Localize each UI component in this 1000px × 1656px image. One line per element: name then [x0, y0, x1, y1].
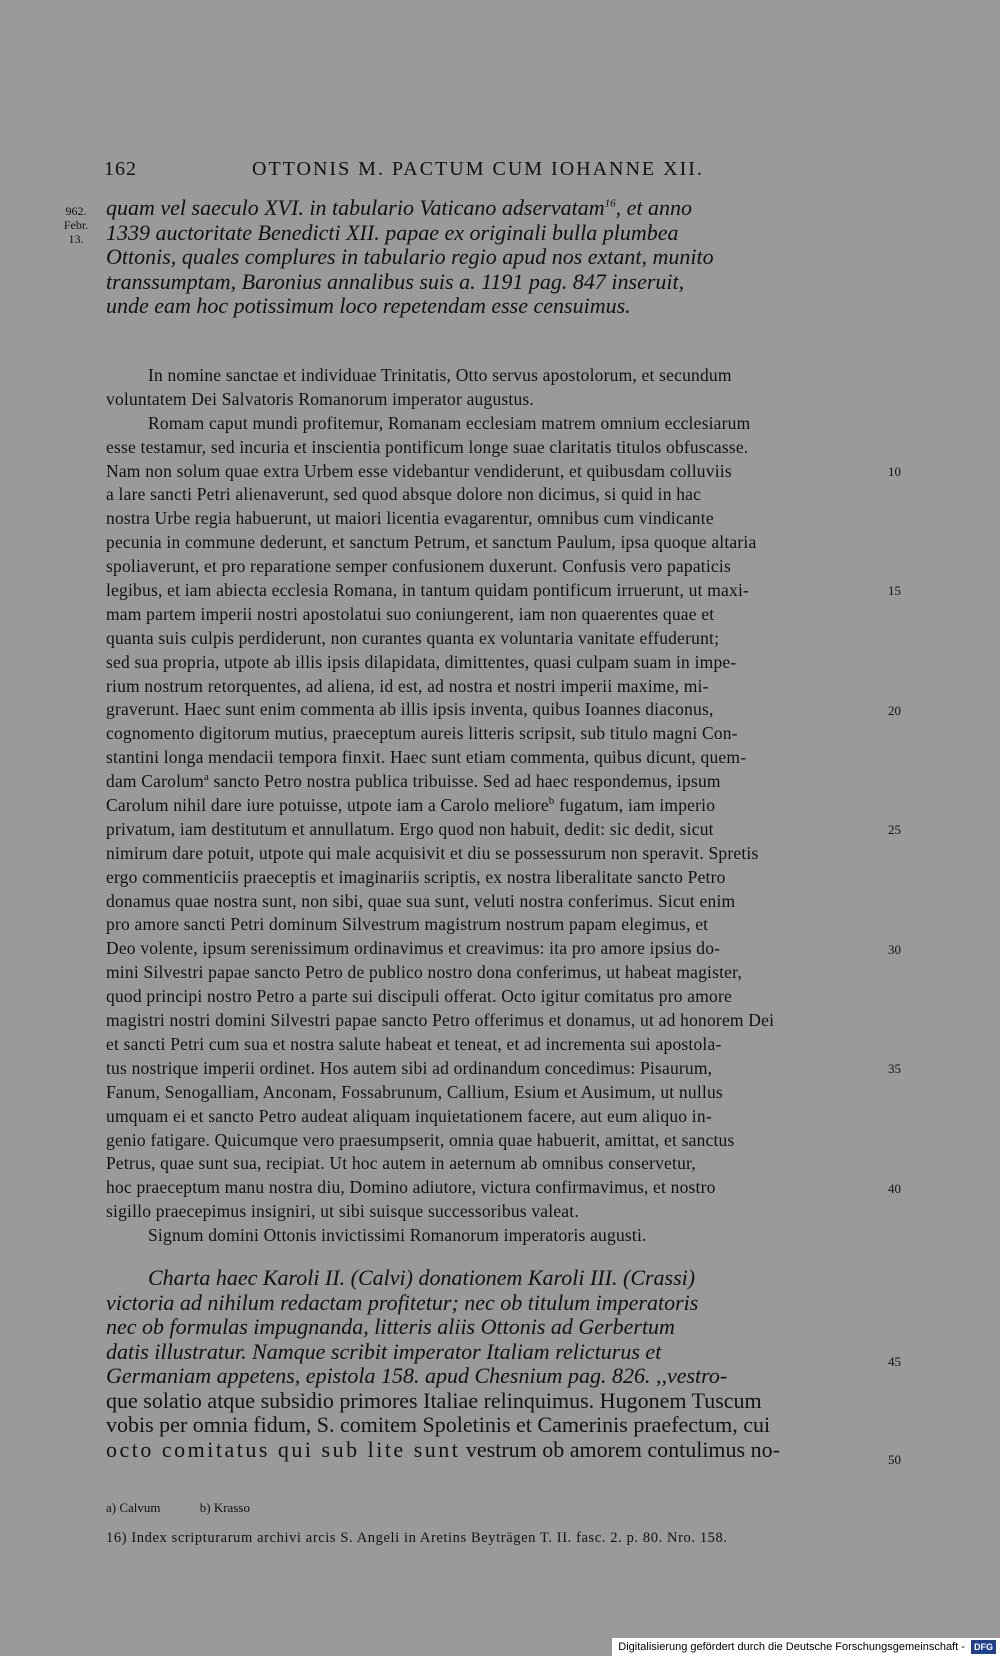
footnote-marker: 16: [604, 197, 616, 210]
line-number: 45: [888, 1354, 901, 1369]
intro-line: 1339 auctoritate Benedicti XII. papae ex originali bulla plumbea: [106, 219, 679, 245]
text-line: Nam non solum quae extra Urbem esse videbantur vendiderunt, et quibusdam colluviis: [106, 460, 732, 481]
text-line: sed sua propria, utpote ab illis ipsis dilapidata, dimittentes, quasi culpam suam in impe-: [106, 651, 737, 672]
text-line: rium nostrum retorquentes, ad aliena, id est, ad nostra et nostri imperii maxime, mi-: [106, 675, 709, 696]
text-line: nostra Urbe regia habuerunt, ut maiori licentia evagarentur, omnibus cum vindicante: [106, 508, 714, 529]
commentary-line: [106, 1438, 884, 1463]
commentary-line: Charta haec Karoli II. (Calvi) donationem Karoli III. (Crassi): [148, 1265, 696, 1290]
footnote-b: b) Krasso: [199, 1500, 250, 1515]
commentary-line: vobis per omnia fidum, S. comitem Spoletinis et Camerinis praefectum, cui: [106, 1412, 771, 1437]
intro-text: quam vel saeculo XVI. in tabulario Vaticano adservatam: [106, 195, 605, 220]
text-line: nimirum dare potuit, utpote qui male acquisivit et diu se possessurum non speravit. Spretis: [106, 842, 759, 863]
text-line: genio fatigare. Quicumque vero praesumpserit, omnia quae habuerit, amittat, et sanctus: [106, 1129, 735, 1150]
intro-line: transsumptam, Baronius annalibus suis a. 1191 pag. 847 inseruit,: [106, 268, 685, 294]
text-line: magistri nostri domini Silvestri papae sancto Petro offerimus et donamus, ut ad honorem Dei: [106, 1010, 775, 1031]
text-line: a lare sancti Petri alienaverunt, sed quod absque dolore non dicimus, si quid in hac: [106, 484, 702, 505]
intro-paragraph: [106, 196, 884, 319]
text-line: Petrus, quae sunt sua, recipiat. Ut hoc autem in aeternum ab omnibus conservetur,: [106, 1153, 696, 1174]
text-line: umquam ei et sancto Petro audeat aliquam inquietationem facere, aut eum aliquo in-: [106, 1105, 712, 1126]
date-margin-note: [56, 204, 96, 246]
commentary-line: que solatio atque subsidio primores Italiae relinquimus. Hugonem Tuscum: [106, 1387, 762, 1413]
line-number: 25: [888, 822, 901, 838]
line-number: 20: [888, 702, 901, 718]
text-line: dam Carolum$^a$ sancto Petro nostra publica tribuisse. Sed ad haec respondemus, ipsum: [106, 771, 721, 792]
apparatus-footnotes: [106, 1500, 286, 1516]
text-line: In nomine sanctae et individuae Trinitatis, Otto servus apostolorum, et secundum: [148, 365, 732, 385]
commentary-line: nec ob formulas impugnanda, litteris aliis Ottonis ad Gerbertum: [106, 1314, 675, 1339]
intro-line: [106, 196, 884, 221]
commentary-paragraph: [106, 1266, 884, 1462]
text-line: hoc praeceptum manu nostra diu, Domino adiutore, victura confirmavimus, et nostro: [106, 1177, 716, 1198]
line-number: 35: [888, 1061, 901, 1077]
text-line: pro amore sancti Petri dominum Silvestrum magistrum nostrum papam elegimus, et: [106, 914, 709, 935]
text-line: cognomento digitorum mutius, praeceptum aureis litteris scripsit, sub titulo magni Con-: [106, 723, 738, 744]
date-day: 13.: [68, 232, 84, 246]
charter-text: [106, 364, 884, 1248]
credit-text: Digitalisierung gefördert durch die Deutsche Forschungsgemeinschaft -: [618, 1641, 965, 1653]
intro-line: unde eam hoc potissimum loco repetendam esse censuimus.: [106, 293, 631, 318]
commentary-line: datis illustratur. Namque scribit imperator Italiam relicturus et: [106, 1338, 662, 1364]
commentary-line: Germaniam appetens, epistola 158. apud Chesnium pag. 826. ,,vestro-: [106, 1363, 728, 1388]
date-year: 962.: [65, 204, 87, 218]
commentary-line: victoria ad nihilum redactam profitetur; nec ob titulum imperatoris: [106, 1289, 699, 1315]
page-title: OTTONIS M. PACTUM CUM IOHANNE XII.: [252, 158, 704, 180]
text-line: privatum, iam destitutum et annullatum. Ergo quod non habuit, dedit: sic dedit, sicut: [106, 818, 714, 839]
text-line: pecunia in commune dederunt, et sanctum Petrum, et sanctum Paulum, ipsa quoque altaria: [106, 532, 757, 553]
text-line: graverunt. Haec sunt enim commenta ab illis ipsis inventa, quibus Ioannes diaconus,: [106, 699, 714, 720]
text-line: sigillo praecepimus insigniri, ut sibi suisque successoribus valeat.: [106, 1201, 579, 1222]
text-line: spoliaverunt, et pro reparatione semper confusionem duxerunt. Confusis vero papaticis: [106, 556, 731, 577]
text-line: Carolum nihil dare iure potuisse, utpote iam a Carolo meliore$^b$ fugatum, iam imperio: [106, 795, 716, 816]
page-number: 162: [104, 158, 137, 180]
text-line: mini Silvestri papae sancto Petro de publico nostro dona conferimus, ut habeat magister,: [106, 962, 743, 983]
footnote-a: a) Calvum: [106, 1500, 161, 1515]
intro-text: , et anno: [615, 195, 692, 220]
running-head: [104, 158, 904, 182]
text-line: tus nostrique imperii ordinet. Hos autem sibi ad ordinandum concedimus: Pisaurum,: [106, 1057, 713, 1078]
text-line: donamus quae nostra sunt, non sibi, quae sua sunt, veluti nostra conferimus. Sicut enim: [106, 890, 736, 911]
text-line: ergo commenticiis praeceptis et imaginariis scriptis, ex nostra liberalitate sancto Petro: [106, 866, 726, 887]
line-number: 10: [888, 463, 901, 479]
line-number: 30: [888, 941, 901, 957]
date-month: Febr.: [63, 218, 89, 232]
text-line: Signum domini Ottonis invictissimi Romanorum imperatoris augusti.: [148, 1225, 647, 1246]
text-line: quod principi nostro Petro a parte sui discipuli offerat. Octo igitur comitatus pro amore: [106, 986, 732, 1007]
text-line: stantini longa mendacii tempora finxit. Haec sunt etiam commenta, quibus dicunt, quem-: [106, 747, 747, 768]
footnote-marker: b: [548, 795, 555, 808]
text-line: Romam caput mundi profitemur, Romanam ecclesiam matrem omnium ecclesiarum: [148, 412, 751, 433]
text-line: quanta suis culpis perdiderunt, non curantes quanta ex voluntaria vanitate effuderunt;: [106, 627, 720, 648]
text-line: et sancti Petri cum sua et nostra salute habeat et teneat, et ad incrementa sui apostola-: [106, 1033, 722, 1054]
line-number: 15: [888, 583, 901, 599]
footnote-marker: a: [203, 771, 210, 784]
digitization-credit: [612, 1638, 1000, 1656]
text-line: esse testamur, sed incuria et inscientia pontificum longe suae claritatis titulos obfuscasse.: [106, 436, 749, 457]
text-line: mam partem imperii nostri apostolatui suo coniungerent, iam non quaerentes quae et: [106, 603, 715, 624]
text-line: legibus, et iam abiecta ecclesia Romana, in tantum quidam pontificum irruerunt, ut maxi-: [106, 580, 750, 601]
commentary-text: vestrum ob amorem contulimus no-: [460, 1436, 780, 1462]
dfg-logo-icon: DFG: [971, 1640, 996, 1654]
spaced-text: octo comitatus qui sub lite sunt: [106, 1436, 461, 1462]
footnote-16: 16) Index scripturarum archivi arcis S. Angeli in Aretins Beyträgen T. II. fasc. 2. p. 80. Nro. 158.: [106, 1530, 728, 1546]
text-line: voluntatem Dei Salvatoris Romanorum imperator augustus.: [106, 388, 535, 409]
intro-line: Ottonis, quales complures in tabulario regio apud nos extant, munito: [106, 244, 714, 269]
text-line: Fanum, Senogalliam, Anconam, Fossabrunum, Callium, Esium et Ausimum, ut nullus: [106, 1081, 723, 1102]
text-line: Deo volente, ipsum serenissimum ordinavimus et creavimus: ita pro amore ipsius do-: [106, 938, 721, 959]
line-number: 50: [888, 1452, 901, 1467]
line-number: 40: [888, 1180, 901, 1196]
